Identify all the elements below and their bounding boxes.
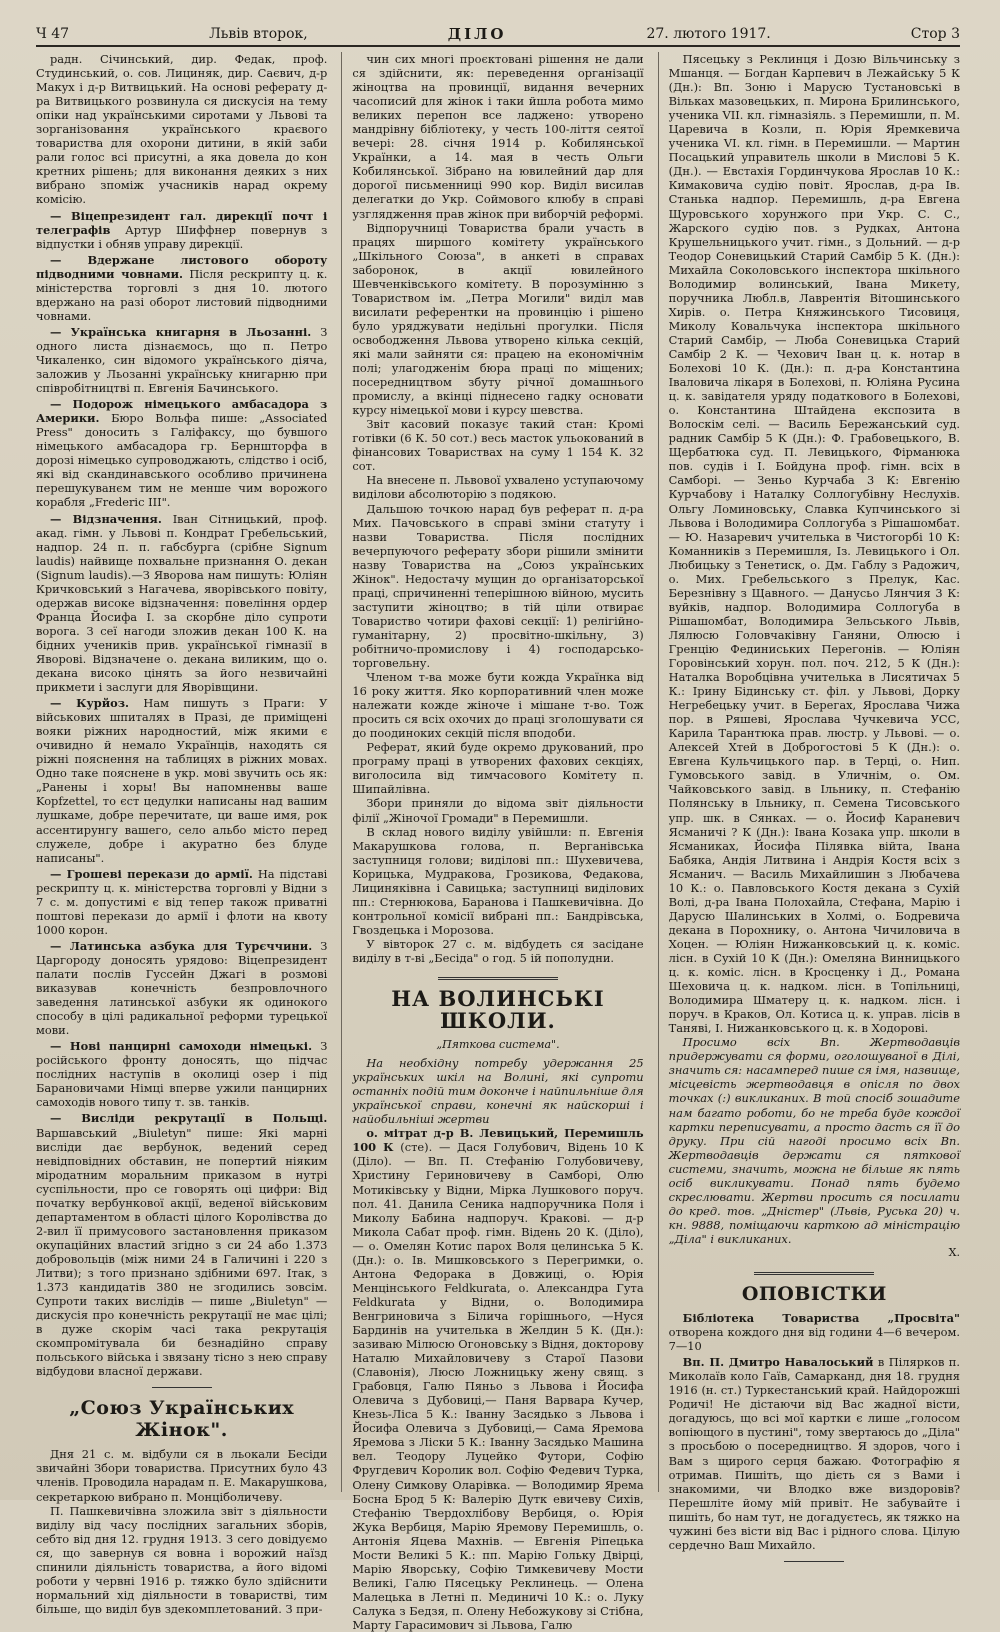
paragraph: В склад нового виділу увійшли: п. Евгенія Макарушкова голова, п. Верганівська заступниця голови; виділові пп.: Шухевичева, Корицька, Мудракова, Грозикова, Федакова, Лициняківна і Савицька; заступниці виділових пп.: Стернюкова, Баранова і Пашкевичівна. До контрольної комісії вибрані пп.: Бандрівська, Гвоздецька і Морозова. [352,824,644,937]
paragraph: У вівторок 27 с. м. відбудеть ся засідане виділу в т-ві „Бесіда" о год. 5 ій пополудни. [352,936,644,965]
news-item [36,253,327,323]
item-body: Іван Сітницький, проф. акад. гімн. у Львові п. Кондрат Гребельський, надпор. 24 п. п. габсбурга (срібне Signum laudis) найвище похвальне признання О. декан (Signum laudis).—З Яворова нам пишуть: Юліян Кричковський з Нагачева, яворівського повіту, одержав високе відзначення: повеління ордер Франца Йосифа І. за скорбне діло супроти ворога. З сеї нагоди зложив декан 100 К. на бідних учеників прив. української гімназії в Яворові. Відзначене о. декана виликим, що о. декана високо цінять за його незвичайні прикмети і заслуги для Яворівщини. [36,511,328,695]
divider [784,1561,844,1562]
issue-date: 27. лютого 1917. [646,26,771,42]
divider [152,1387,212,1388]
paragraph: Пясецьку з Реклинця і Дозю Вільчинську з Мшанця. — Богдан Карпевич в Лежайську 5 К (Дн.): Вп. Зоню і Марусю Тустановські в Вільках мазовецьких, п. Мирона Брилинського, ученика VII. кл. гімназіяль. з Перемишли, п. М. Царевича в Козли, п. Юрія Яремкевича ученика VI. кл. гімн. в Перемишли. — Мартин Посацький управитель школи в Мислові 5 К. (Дн.). — Евстахія Гординчукова Ярослав 10 К.: Кимаковича судію повіт. Ярослав, д-ра Ів. Станька надпор. Перемишль, д-ра Евгена Щуровського хорунжого при Укр. С. С., Жарского судію пов. з Рудках, Антона Крушельницького учит. гімн., з Дольний. — д-р Теодор Соневицький Старий Самбір 5 К. (Дн.): Михайла Соколовського інспектора шкільного Володимир волинський, Івана Микету, поручника Любл.в, Лаврентія Вітошинського Хирів. о. Петра Княжинського Тисовиця, Миколу Ковальчука інспектора шкільного Старий Самбір, — Люба Соневицька Старий Самбір 2 К. — Чехович Іван ц. к. нотар в Болехові 10 К. (Дн.): п. д-ра Константина Іваловича лікаря в Болехові, п. Юліяна Русина ц. к. завідателя уряду податкового в Болехові, о. Константина Штайдена експозита в Волоскім селі. — Василь Бережанський суд. радник Самбір 5 К (Дн.): Ф. Грабовецького, В. Щербатюка суд. П. Левицького, Фірманюка пов. судів і І. Бойдуна проф. гімн. всіх в Самборі. — Зеньо Курчаба 3 К: Евгенію Курчабову і Наталку Соллогубівну Неслухів. Ольгу Ломиновську, Славка Купчинського зі Львова і Володимира Соллогуба з Рішашомбат. — Ю. Назаревич учителька в Чистогорбі 10 К: Команників з Перемишля, Із. Левицького і Ол. Любицьку з Тенетиск, о. Дм. Габлу з Радожич, о. Мих. Гребельського з Прелук, Кас. Березнівну з Щавного. — Данусьо Лянчия 3 К: вуйків, надпор. Володимира Соллогуба в Рішашомбат, Володимира Зельського Львів, Лялюсю Головчаківну Ганяни, Олюсю і Гренцію Фединиських Перегонів. — Юліян Горовінський хорун. пол. поч. 212, 5 К (Дн.): Наталка Воробцівна учителька в Лисятичах 5 К.: Ірину Бідинську ст. філ. у Львові, Дорку Негребецьку учит. в Берегах, Ярослава Чижа пор. в Ряшеві, Ярослава Чучкевича УСС, Карила Тарантюка прав. люстр. у Львові. — о. Алексей Хтей в Доброгостові 5 К (Дн.): о. Евгена Кульчицького пар. в Терці, о. Нип. Гумовського завід. в Уличнім, о. Ом. Чайковського завід. в Ільнику, п. Стефанію Полянську в Ільнику, п. Семена Тисовського упр. шк. в Сянках. — о. Йосиф Караневич Ясманичі ? К (Дн.): Івана Козака упр. школи в Ясманиках, Йосифа Пілявка війта, Івана Бабяка, Андія Литвина і Андрія Костя всіх з Ясманич. — Василь Михайлишин з Любачева 10 К.: о. Павловського Костя декана з Сухій Волі, д-ра Івана Полохайла, Стефана, Марію і Дарусю Шалинських в Холмі, о. Бодревича декана в Порохнику, о. Антона Чичиловича в Хоцен. — Юліян Нижанковський ц. к. коміс. лісн. в Сухій 10 К (Дн.): Омеляна Винницького ц. к. коміс. лісн. в Кросценку і Д., Романа Шеховича ц. к. надком. лісн. в Топільниці, Володимира Шматеру ц. к. надком. лісн. і поруч. в Краков, Ол. Котиса ц. к. управ. лісів в Таняві, І. Нижанковського ц. к. в Ходорові. [668,52,960,1036]
item-body: Нам пишуть з Праги: У військових шпиталях в Празі, де приміщені вояки ріжних народностий, між якими є очивидно й немало Українців, находять ся ріжні пояснення на таблицях в ріжних мовах. Одно таке пояснене в укр. мові звучить ось як: „Ранены і хоры! Вы напомненвы ваше Kopfzettel, то єст цедулки написаны над вашим лушкаме, добре перечитате, ци ваше имя, рок ассентирунгу вашего, село альбо місто перед служеле, добре і акуратно без блуде написаны". [36,696,328,865]
appeal-paragraph: Просимо всіх Вп. Жертводавців придержувати ся форми, оголошуваної в Ділі, значить ся: насамперед пише ся імя, назвище, місцевість жертводавця в опісля по двох точках (:) викликаних. В той спосіб зошадите нам багато роботи, бо не треба буде кождої картки переписувати, а просто дасть ся її до друку. При сій нагоді просимо всіх Вп. Жертводавців держати ся пяткової системи, значить, можна не більше як пять осіб викликувати. Понад пять будемо скреслювати. Жертви просить ся посилати до кред. тов. „Дністер" (Львів, Руська 20) ч. кн. 9888, поміщаючи карткою ад міністрацію „Діла" і викликаних. [668,1035,960,1246]
section-heading: ОПОВІСТКИ [741,1283,887,1306]
news-item [36,512,327,695]
item-body: З одного листа дізнаємось, що п. Петро Чикаленко, син відомого українського діяча, заложив у Льозанні українську книгарню при співробітництві п. Евгенія Бачинського. [36,324,328,396]
news-item [36,325,327,395]
item-body: На підставі рескрипту ц. к. міністерства торговлі у Відни з 7 с. м. допустимі є від тепер також приватні поштові перекази до армії і флоти на квоту 1000 корон. [36,866,328,937]
columns [36,52,960,1632]
paragraph: П. Пашкевичівна зложила звіт з діяльности виділу від часу послідних загальних зборів, себто від дня 12. грудня 1913. З сего довідуємо ся, що завернув ся вовна і ворожий наїзд спинили діяльність товариства, а його відомі роботи у червні 1916 р. тяжко було здійснити нормальний хід діяльности в товаристві, тим більше, що виділ був здекомплетований. З при- [36,1503,328,1616]
column-3 [658,52,960,1552]
item-body: Варшавський „Biuletyn" пише: Які марні висліди дає вербунок, ведений серед невідповідних обставин, не попертий ніяким мірoдатним моральним приказом в нутрі суспільности, про се говорять оці цифри: Від початку вербункової акції, веденої військовим департаментом в області цілого Королівства до 2-вил її примусового застановлення приказом окупаційних властий згідно з си 24 або 1.373 добровольців (між ними 24 в Галичині і 220 з Литви); з того признано здібними 697. Ітак, з 1.373 кандидатів 380 не згодились зовсім. Супроти таких вислідів — пише „Biuletyn" — дискусія про конечність рекрутації не має цілі; в дуже скорім часі така рекрутація скомпромітувала би безнадійно справу польського війська і звязану тісно з нею справу відбудови власної держави. [36,1125,328,1379]
newspaper-title: ДІЛО [447,25,507,43]
masthead [36,22,960,47]
donor-lead: о. мітрат д-р В. Левицький, Перемишль [366,1126,644,1141]
item-lead: — Відзначення. [50,511,162,526]
news-item [36,209,327,251]
divider [754,1272,874,1275]
paragraph: чин сих многі проєктовані рішення не дали ся здійснити, як: переведення організації жіноцтва на провинції, видання вечерних часописий для жінок і таки йшла робота мимо великих перепон все ладжено: утворено мандрівну бібліотеку, у честь 100-ліття сеятої вечері: 28. січня 1914 р. Кобилянської Українки, а 14. мая в честь Ольги Кобилянської. Зібрано на ювилейний дар для дорогої письменниці 990 кор. Виділ висилав делегатки до Укр. Соймового клюбу в справі узглядження прав жінок при виборчій реформі. [352,52,644,221]
item-lead: — Висліди рекрутації в Польщі. [50,1111,328,1126]
item-lead: — Українська книгарня в Льозанні. [50,324,312,339]
item-body: Після рескрипту ц. к. міністерства торговлі з дня 10. лютого вдержано на разі оборот листовий підводними човнами. [36,266,328,323]
paragraph: Реферат, який буде окремо друкований, про програму праці в утворених фахових секціях, виголосила від тимчасового Комітету п. Шипайлівна. [352,740,644,797]
paragraph: радн. Січинський, дир. Федак, проф. Студинський, о. сов. Лициняк, дир. Саєвич, д-р Макух і д-р Витвицький. На основі реферату д-ра Витвицького розвинула ся дискусія на тему опіки над українськими сиротами у Львові та зорганізовання українського краєвого товариства для охорони дитини, в якій заби рали голос всі присутні, а яка довела до кон кретних рішень; для виконання деяких з них вибрано зпоміж учасників нарад окрему комісію. [36,52,328,207]
item-lead: — Віцепрезидент гал. дирекції почт і телеграфів [36,208,328,237]
article-subheading: „Пяткова система". [436,1038,560,1052]
news-item [36,939,327,1037]
paragraph: Дальшою точкою нарад був реферат п. д-ра Мих. Пачовського в справі зміни статуту і назви Товариства. Після послідних вечерпуючого реферату збори рішили змінити назву Товариства на „Союз українських Жінок". Недостачу мущин до організаторської праці, спричиненні теперішною війною, мусить заступити жіноцтво; в тій ціли отвирає Товариство чотири фахові секції: 1) релігійно-гуманітарну, 2) просвітно-шкільну, 3) робітничо-промислову і 4) господарсько-торговельну. [352,501,644,671]
item-lead: — Нові панцирні самоходи німецькі. [50,1039,313,1054]
donor-list-body: (сте). — Дася Голубович, Відень 10 К (Діло). — Вп. П. Стефанію Голубовичеву, Христину Гериновичеву в Самборі, Олю Мотиківську у Відни, Мірка Лушкового поруч. пол. 41. Данила Сеника надпоручника Поля і Миколу Бабина надпоруч. Краковi. — д-р Микола Сабат проф. гімн. Відень 20 К. (Діло), — о. Омелян Котис парох Воля целинська 5 К. (Дн.): о. Ів. Мишковського з Перегримки, о. Антона Федорака в Довжиці, о. Юрія Менцінського Feldkurata, о. Александра Гута Feldkurata у Відни, о. Володимира Венгриновича з Білича горішнього, —Нуся Бардинів на учителька в Желдин 5 К. (Дн.): зазиваю Мілюсю Огоновську з Відня, докторову Наталю Михайловичеву з Старої Пазови (Славонія), Люсю Ложницьку жену свящ. з Грабовця, Галю Пяньо з Львова і Йосифа Олевича з Дубовиці,— Паня Варварa Кучер, Кнезь-Ліса 5 К.: Іванну Засядько з Львова і Йосифа Олевича з Дубовиці,— Сама Яремова Яремова з Ліски 5 К.: Іванну Засядько Машина вел. Теодору Луцейко Футори, Софію Фругдевич Королик вол. Софію Федевич Турка, Олену Симкову Оларівка. — Володимир Ярема Босна Брод 5 К: Валерію Дутк евичеву Сихів, Стефанію Твердохлібову Вербиця, о. Юрія Жука Вербиця, Марію Яремову Перемишль, о. Антонія Яцева Махнів. — Евгенія Ріпецька Мости Великі 5 К.: пп. Марію Гольку Двірці, Марію Яворську, Софію Тимкевичеву Мости Великі, Галю Пясецьку Реклинець. — Олена Малецька в Летні п. Мединичі 10 К.: о. Луку Салука з Бедзя, п. Олену Небожукову зі Стібна, Марту Гарасимович зі Львова, Галю [352,1140,644,1632]
item-body: Артур Шиффнер повернув з відпустки і обняв управу дирекції. [36,222,328,251]
paragraph: На внесене п. Львової ухвалено уступаючому виділови абсолюторію з подякою. [352,473,644,502]
item-lead: — Курйоз. [50,696,130,711]
article-heading: НА ВОЛИНСЬКІ ШКОЛИ. [391,986,605,1034]
page-label: Стор 3 [910,26,960,42]
announcement [669,1311,960,1353]
announcement-lead: Вп. П. Дмитро Навалоський [682,1355,874,1370]
paragraph: Збори приняли до відома звіт діяльности філії „Жіночої Громади" в Перемишли. [352,796,644,825]
item-lead: — Вдержане листового обороту підводними човнами. [36,252,328,281]
place-date: Львів второк, [209,26,308,42]
column-1 [36,52,328,1616]
donor-amount: 100 К [352,1140,394,1155]
news-item [36,696,327,865]
paragraph: Дня 21 с. м. відбули ся в льокали Бесіди звичайні Збори товариства. Присутних було 43 членів. Проводила нарадам п. Е. Макарушкова, секретаркою вибрано п. Монціболичеву. [36,1447,328,1504]
divider [438,977,558,980]
intro-paragraph: На необхідну потребу удержання 25 українських шкіл на Волині, які супроти останніх подій тим доконче і найпильніше для української справи, конечні як найскорші і найобильніші жертви [352,1056,644,1127]
paragraph: Звіт касовий показує такий стан: Кромі готівки (6 К. 50 сот.) весь масток ульокований в фінансових Товариствах на суму 1 154 К. 32 сот. [352,417,644,474]
news-item [36,397,327,509]
article-heading: „Союз Українських Жінок". [69,1397,295,1442]
announcement-body: отворена кождого дня від години 4—6 вечером. 7—10 [668,1325,960,1354]
news-item [36,867,327,937]
item-lead: — Подорож німецького амбасадора з Америки. [36,397,328,426]
paragraph: Відпоручниці Товариства брали участь в працях ширшого комітету українського „Шкільного Союза", в анкеті в справах заборонок, в акції ювилейного Шевченківського комітету. В порозумінню з Товариством ім. „Петра Могили" виділ мав висилати референтки на провинцію і рішено було уряджувати недільні прогулки. Після освободження Львова утворено кілька секцій, які мали зайняти ся: працею на економічнім полі; улагодженім бюра праці по міщених; посередництвом збуту річної домашнього промислу, а вкінці піднесено гадку основати курсу німецької мови і курсу шевства. [352,220,644,418]
signature: X. [948,1245,960,1259]
item-body: Бюро Вольфа пише: „Associated Press" доносить з Галіфаксу, що бувшого німецького амбасадора гр. Берншторфа в дорозі німецько супроводжають, слідство і осіб, які від скандинавського особливо причинена перешукуванєм тим не менше чим ворожого корабля „Frederic III". [36,411,328,510]
item-body: З російського фронту доносять, що підчас послідних наступів в околиці озер і під Барановичами Німці вперве ужили панцирних самоходів нового типу т. зв. танків. [36,1039,328,1110]
announcement-lead: Бібліотека Товариства „Просвіта" [682,1311,960,1326]
news-item [36,1111,327,1378]
item-body: З Царгороду доносять урядово: Віцепрезидент палати послів Гуссейн Джагі в розмові виказував конечність безпровлочного заведення латинської азбуки як одинокого способу в цілі радикальної реформи турецької мови. [36,938,328,1038]
paragraph: Членом т-ва може бути кожда Українка від 16 року життя. Яко корпоративний член може належати кожде жіноче і мішане т-во. Тож просить ся всіх охочих до праці зголошувати ся до поодиноких секцій після вподоби. [352,670,644,741]
item-lead: — Латинська азбука для Турєччини. [50,938,313,953]
issue-number: Ч 47 [36,26,70,42]
item-lead: — Грошеві перекази до армії. [50,866,253,881]
column-2 [341,52,644,1632]
announcement [669,1355,960,1552]
donor-list [352,1126,643,1632]
announcement-body: в Пілярков п. Миколаїв коло Гаїв, Самарканд, дня 18. грудня 1916 (н. ст.) Туркестанський край. Найдорожші Родичі! Не дістаючи від Вас жадної вісти, догадуюсь, що всі мої картки є лише „голосом вопіющого в пустині", тому звертаюсь до „Діла" з просьбою о посередництво. Я здоров, чого і Вам з щирого серця бажаю. Фотографію я отримав. Пишіть, що дієть ся з Вами і знакомими, чи Влодко вже виздоровів? Перешліте йому мій привіт. Не забувайте і пишіть, бо нам тут, не догадуєтесь, як тяжко на чужині без вісти від Вас і рідного слова. Цілую сердечно Ваш Михайло. [668,1355,960,1552]
news-item [36,1039,327,1109]
